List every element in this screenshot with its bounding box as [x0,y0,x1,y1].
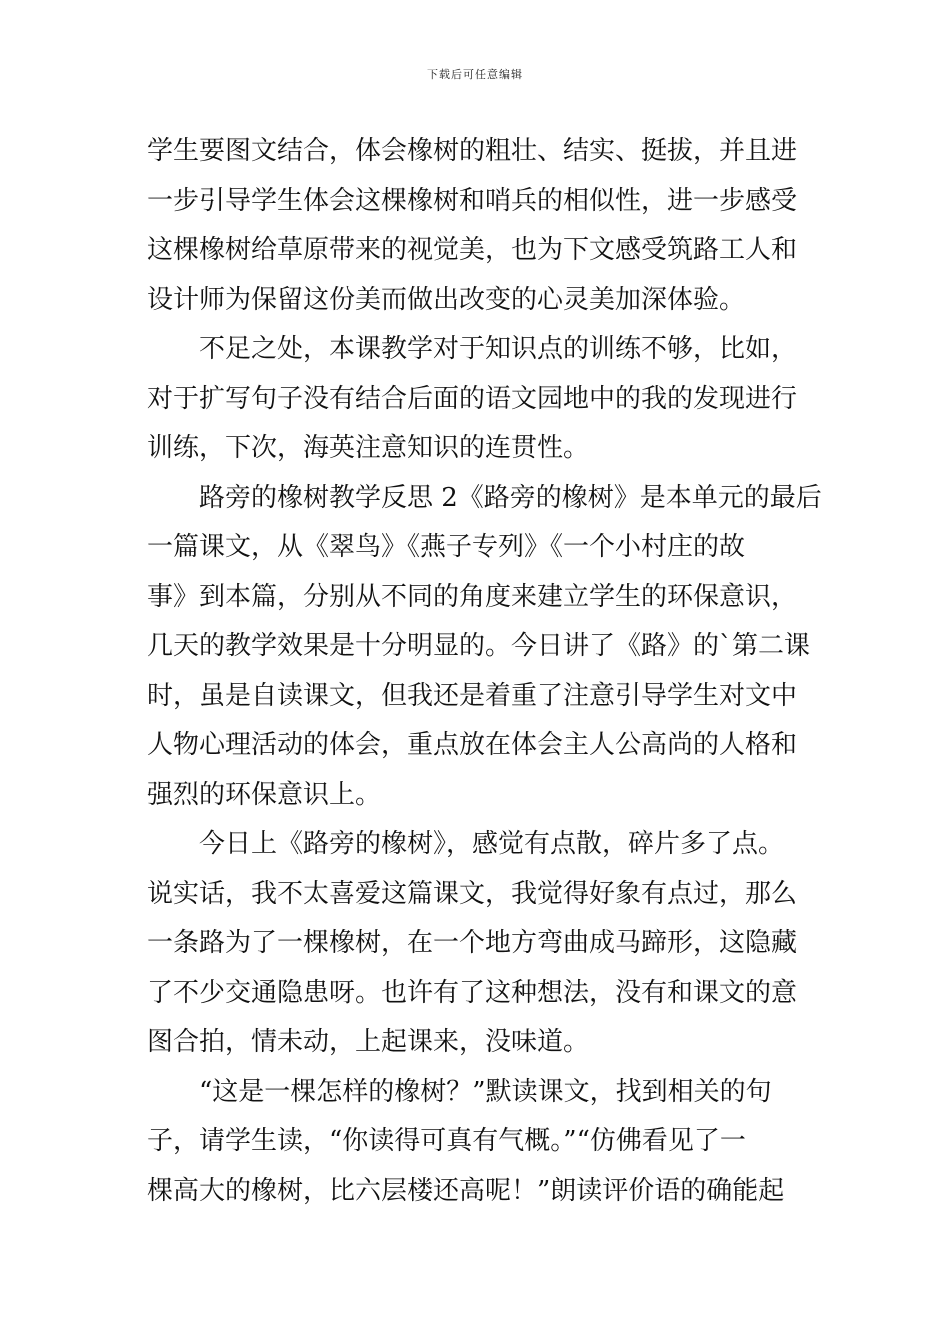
text-line: 说实话，我不太喜爱这篇课文，我觉得好象有点过，那么 [147,878,798,909]
paragraph-start-line: 不足之处，本课教学对于知识点的训练不够，比如， [199,334,798,364]
text-line: 这棵橡树给草原带来的视觉美，也为下文感受筑路工人和 [147,235,798,265]
text-line: 棵高大的橡树，比六层楼还高呢！”朗读评价语的确能起 [147,1175,785,1206]
page-header: 下载后可任意编辑 [427,68,523,81]
text-line: 图合拍，情未动，上起课来，没味道。 [147,1027,590,1057]
text-line: 时，虽是自读课文，但我还是着重了注意引导学生对文中 [147,680,798,711]
text-line: 强烈的环保意识上。 [147,779,382,810]
paragraph-start-line: 路旁的橡树教学反思 2《路旁的橡树》是本单元的最后 [199,482,822,513]
paragraph-start-line: 今日上《路旁的橡树》，感觉有点散，碎片多了点。 [199,829,785,859]
text-line: 一条路为了一棵橡树，在一个地方弯曲成马蹄形，这隐藏 [147,928,798,958]
text-line: 一篇课文，从《翠鸟》《燕子专列》《一个小村庄的故 [147,532,746,562]
text-line: 了不少交通隐患呀。也许有了这种想法，没有和课文的意 [147,977,798,1008]
document-body [147,127,822,1216]
text-line: 子，请学生读，“你读得可真有气概。”“仿佛看见了一 [147,1126,746,1156]
text-line: 人物心理活动的体会，重点放在体会主人公高尚的人格和 [147,730,798,760]
text-line: 对于扩写句子没有结合后面的语文园地中的我的发现进行 [147,383,798,414]
text-line: 训练，下次，海英注意知识的连贯性。 [147,433,590,463]
text-line: 一步引导学生体会这棵橡树和哨兵的相似性，进一步感受 [147,185,798,216]
text-line: 设计师为保留这份美而做出改变的心灵美加深体验。 [147,284,746,315]
text-line: 几天的教学效果是十分明显的。今日讲了《路》的`第二课 [147,631,811,661]
paragraph-start-line: “这是一棵怎样的橡树？”默读课文，找到相关的句 [199,1076,772,1107]
text-line: 学生要图文结合，体会橡树的粗壮、结实、挺拔，并且进 [147,136,798,166]
text-line: 事》到本篇，分别从不同的角度来建立学生的环保意识， [147,581,798,612]
